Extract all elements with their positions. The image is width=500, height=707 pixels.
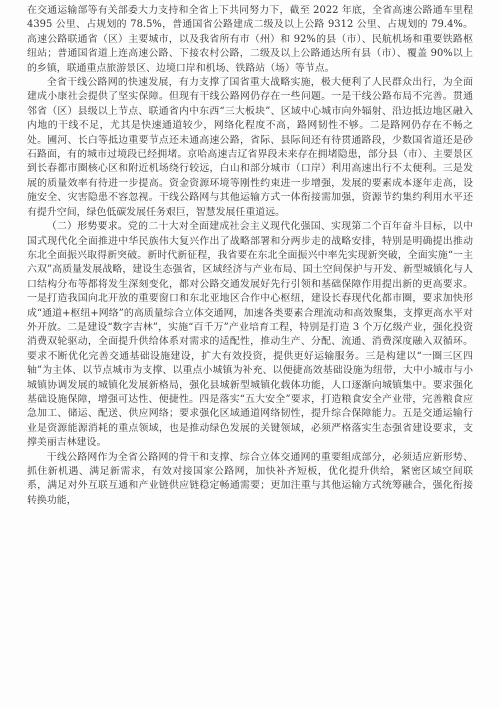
- paragraph-1-text: 在交通运输部等有关部委大力支持和全省上下共同努力下，截至 2022 年底，全省高速公路通车里程 4395 公里、占规划的 78.5%，普通国省公路建成二级及以上公路 9312 公里、占规划的 79.4%。高速公路联通省（区）主要城市，以及我省所有市（州）和 92%的县（市）、民航机场和重要铁路枢纽站；普通国省道上连高速公路、下接农村公路，二级及以上公路通达所有县（市）、覆盖 90%以上的乡镇，联通重点旅游景区、边境口岸和机场、铁路站（场）等节点。: [27, 5, 473, 74]
- section-heading-situation: （二）形势要求。: [46, 221, 129, 233]
- paragraph-2: [27, 76, 473, 220]
- paragraph-3: [27, 220, 473, 451]
- paragraph-3-text: 党的二十大对全面建成社会主义现代化强国、实现第二个百年奋斗目标，以中国式现代化全面推进中华民族伟大复兴作出了战略部署和分两步走的战略安排，特别是明确提出推动东北全面振兴取得新突破。新时代新征程，我省要在东北全面振兴中率先实现新突破，全面实施“一主六双”高质量发展战略，建设生态强省，区域经济与产业布局、国土空间保护与开发、新型城镇化与人口结构分布等都将发生深刻变化，都对公路交通发展好先行引领和基础保障作用提出新的更高要求。一是打造我国向北开放的重要窗口和东北亚地区合作中心枢纽，建设长春现代化都市圈，要求加快形成“通道+枢纽+网络”的高质量综合立体交通网，加速各类要素合理流动和高效聚集，支撑更高水平对外开放。二是建设“数字吉林”，实施“百千万”产业培育工程，特别是打造 3 个万亿级产业，强化投资消费双轮驱动，全面提升供给体系对需求的适配性，推动生产、分配、流通、消费深度融入双循环。要求不断优化完善交通基础设施建设，扩大有效投资，提供更好运输服务。三是构建以“一圈三区四轴”为主体、以节点城市为支撑、以重点小城镇为补充、以便捷高效基础设施为纽带，大中小城市与小城镇协调发展的城镇化发展新格局，强化县城新型城镇化载体功能，人口逐渐向城镇集中。要求强化基础设施保障，增强可达性、便捷性。四是落实“五大安全”要求，打造粮食安全产业带，完善粮食应急加工、储运、配送、供应网络；要求强化区域通道网络韧性，提升综合保障能力。五是交通运输行业是资源能源消耗的重点领域，也是推动绿色发展的关键领域，必须严格落实生态强省建设要求，支撑美丽吉林建设。: [27, 221, 474, 449]
- paragraph-1: [27, 4, 473, 76]
- paragraph-2-text: 全省干线公路网的快速发展，有力支撑了国省重大战略实施，极大便利了人民群众出行，为全面建成小康社会提供了坚实保障。但现有干线公路网仍存在一些问题。一是干线公路布局不完善。贯通邻省（区）县级以上节点、联通省内中东西“三大板块”、区域中心城市向外辐射、沿边抵边地区融入内地的干线不足，尤其是快速通道较少，网络化程度不高，路网韧性不够。二是路网仍存在不畅之处。圃河、长白等抵边重要节点还未通高速公路，省际、县际间还有待贯通路段，少数国省道还是砂石路面，有的城市过境段已经拥堵。京哈高速吉辽省界段未来存在拥堵隐患，部分县（市）、主要景区到长春都市圈核心区和附近机场绕行较远，白山和部分城市（口岸）利用高速出行不太便利。三是发展的质量效率有待进一步提高。资金资源环境等刚性约束进一步增强，发展的要素成本逐年走高，设施安全、灾害隐患不容忽视。干线公路网与其他运输方式一体衔接需加强，资源节约集约利用水平还有提升空间，绿色低碳发展任务艰巨，智慧发展任重道远。: [27, 77, 473, 218]
- paragraph-4: [27, 451, 473, 509]
- paragraph-4-text: 干线公路网作为全省公路网的骨干和支撑、综合立体交通网的重要组成部分，必须适应新形势、抓住新机遇、满足新需求，有效对接国家公路网，加快补齐短板，优化提升供给，紧密区域空间联系，满足对外互联互通和产业链供应链稳定畅通需要；更加注重与其他运输方式统筹融合，强化衔接转换功能，: [27, 451, 473, 506]
